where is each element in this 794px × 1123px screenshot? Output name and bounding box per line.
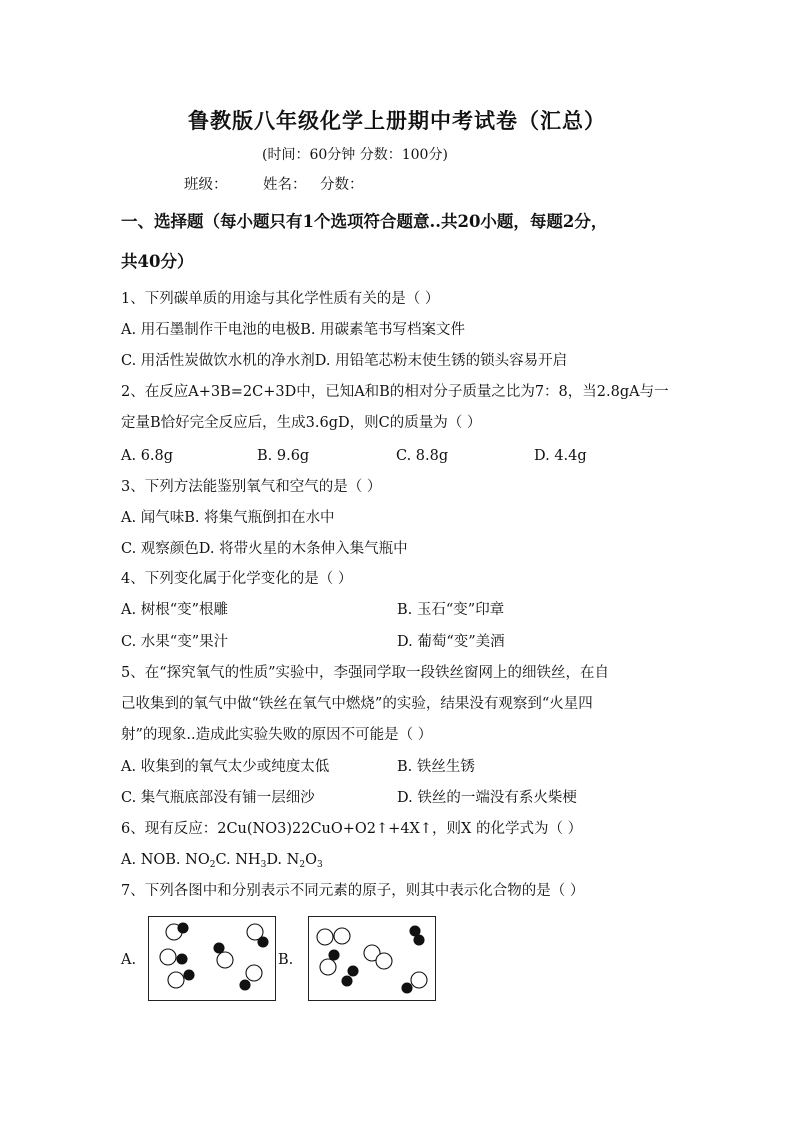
question-5-option-a: A. 收集到的氧气太少或纯度太低	[121, 759, 330, 775]
figure-a-label: A.	[121, 952, 137, 968]
figure-a-molecules	[149, 917, 275, 1000]
question-5-stem-cont2: 射”的现象..造成此实验失败的原因不可能是（ ）	[121, 727, 433, 743]
question-6-stem: 6、现有反应：2Cu(NO3)22CuO+O2↑+4X↑，则X 的化学式为（ ）	[121, 821, 583, 837]
question-2-option-b: B. 9.6g	[257, 448, 310, 464]
question-2-option-a: A. 6.8g	[121, 448, 174, 464]
figure-b-label: B.	[278, 952, 294, 968]
black-atom	[348, 966, 358, 976]
black-atom	[240, 980, 250, 990]
question-2-stem: 2、在反应A+3B=2C+3D中，已知A和B的相对分子质量之比为7：8，当2.8gA与一	[121, 384, 669, 400]
section-heading: 一、选择题（每小题只有1个选项符合题意..共20小题，每题2分，	[121, 212, 608, 231]
question-5-option-b: B. 铁丝生锈	[397, 759, 475, 775]
name-label: 姓名：	[263, 177, 307, 193]
white-atom	[246, 965, 262, 981]
question-3-options-ab: A. 闻气味B. 将集气瓶倒扣在水中	[121, 510, 335, 526]
black-atom	[414, 935, 424, 945]
figure-a-molecule-box	[148, 916, 276, 1001]
white-atom	[334, 928, 350, 944]
question-3-stem: 3、下列方法能鉴别氧气和空气的是（ ）	[121, 479, 382, 495]
white-atom	[168, 972, 184, 988]
question-7-stem: 7、下列各图中和分别表示不同元素的原子，则其中表示化合物的是（ ）	[121, 883, 585, 899]
black-atom	[178, 923, 188, 933]
question-5-stem: 5、在“探究氧气的性质”实验中，李强同学取一段铁丝窗网上的细铁丝，在自	[121, 665, 610, 681]
score-label: 分数：	[320, 177, 364, 193]
question-4-option-c: C. 水果“变”果汁	[121, 634, 229, 650]
exam-subtitle: (时间：60分钟 分数：100分)	[262, 147, 448, 163]
question-2-option-c: C. 8.8g	[396, 448, 449, 464]
question-2-stem-cont: 定量B恰好完全反应后，生成3.6gD，则C的质量为（ ）	[121, 415, 482, 431]
question-4-stem: 4、下列变化属于化学变化的是（ ）	[121, 571, 353, 587]
question-5-option-c: C. 集气瓶底部没有铺一层细沙	[121, 790, 315, 806]
black-atom	[184, 970, 194, 980]
black-atom	[329, 950, 339, 960]
question-5-option-d: D. 铁丝的一端没有系火柴梗	[397, 790, 577, 806]
exam-title: 鲁教版八年级化学上册期中考试卷（汇总）	[188, 108, 606, 133]
figure-b-molecule-box	[308, 916, 436, 1001]
question-1-options-ab: A. 用石墨制作干电池的电极B. 用碳素笔书写档案文件	[121, 322, 466, 338]
black-atom	[214, 943, 224, 953]
question-3-options-cd: C. 观察颜色D. 将带火星的木条伸入集气瓶中	[121, 541, 408, 557]
question-1-stem: 1、下列碳单质的用途与其化学性质有关的是（ ）	[121, 291, 440, 307]
black-atom	[177, 954, 187, 964]
question-6-options: A. NOB. $NO_2C$. $NH_3D$. $N_2O_3$	[121, 852, 323, 870]
question-4-option-a: A. 树根“变”根雕	[121, 602, 229, 618]
black-atom	[258, 937, 268, 947]
white-atom	[320, 959, 336, 975]
white-atom	[217, 952, 233, 968]
class-label: 班级：	[184, 177, 228, 193]
question-5-stem-cont1: 己收集到的氧气中做“铁丝在氧气中燃烧”的实验，结果没有观察到“火星四	[121, 696, 593, 712]
white-atom	[411, 972, 427, 988]
white-atom	[317, 929, 333, 945]
black-atom	[342, 976, 352, 986]
white-atom	[376, 953, 392, 969]
question-2-option-d: D. 4.4g	[534, 448, 587, 464]
question-4-option-b: B. 玉石“变”印章	[397, 602, 505, 618]
figure-b-molecules	[309, 917, 435, 1000]
section-heading-cont: 共40分）	[121, 252, 194, 271]
question-4-option-d: D. 葡萄“变”美酒	[397, 634, 505, 650]
white-atom	[160, 949, 176, 965]
black-atom	[402, 983, 412, 993]
question-1-options-cd: C. 用活性炭做饮水机的净水剂D. 用铅笔芯粉末使生锈的锁头容易开启	[121, 353, 568, 369]
